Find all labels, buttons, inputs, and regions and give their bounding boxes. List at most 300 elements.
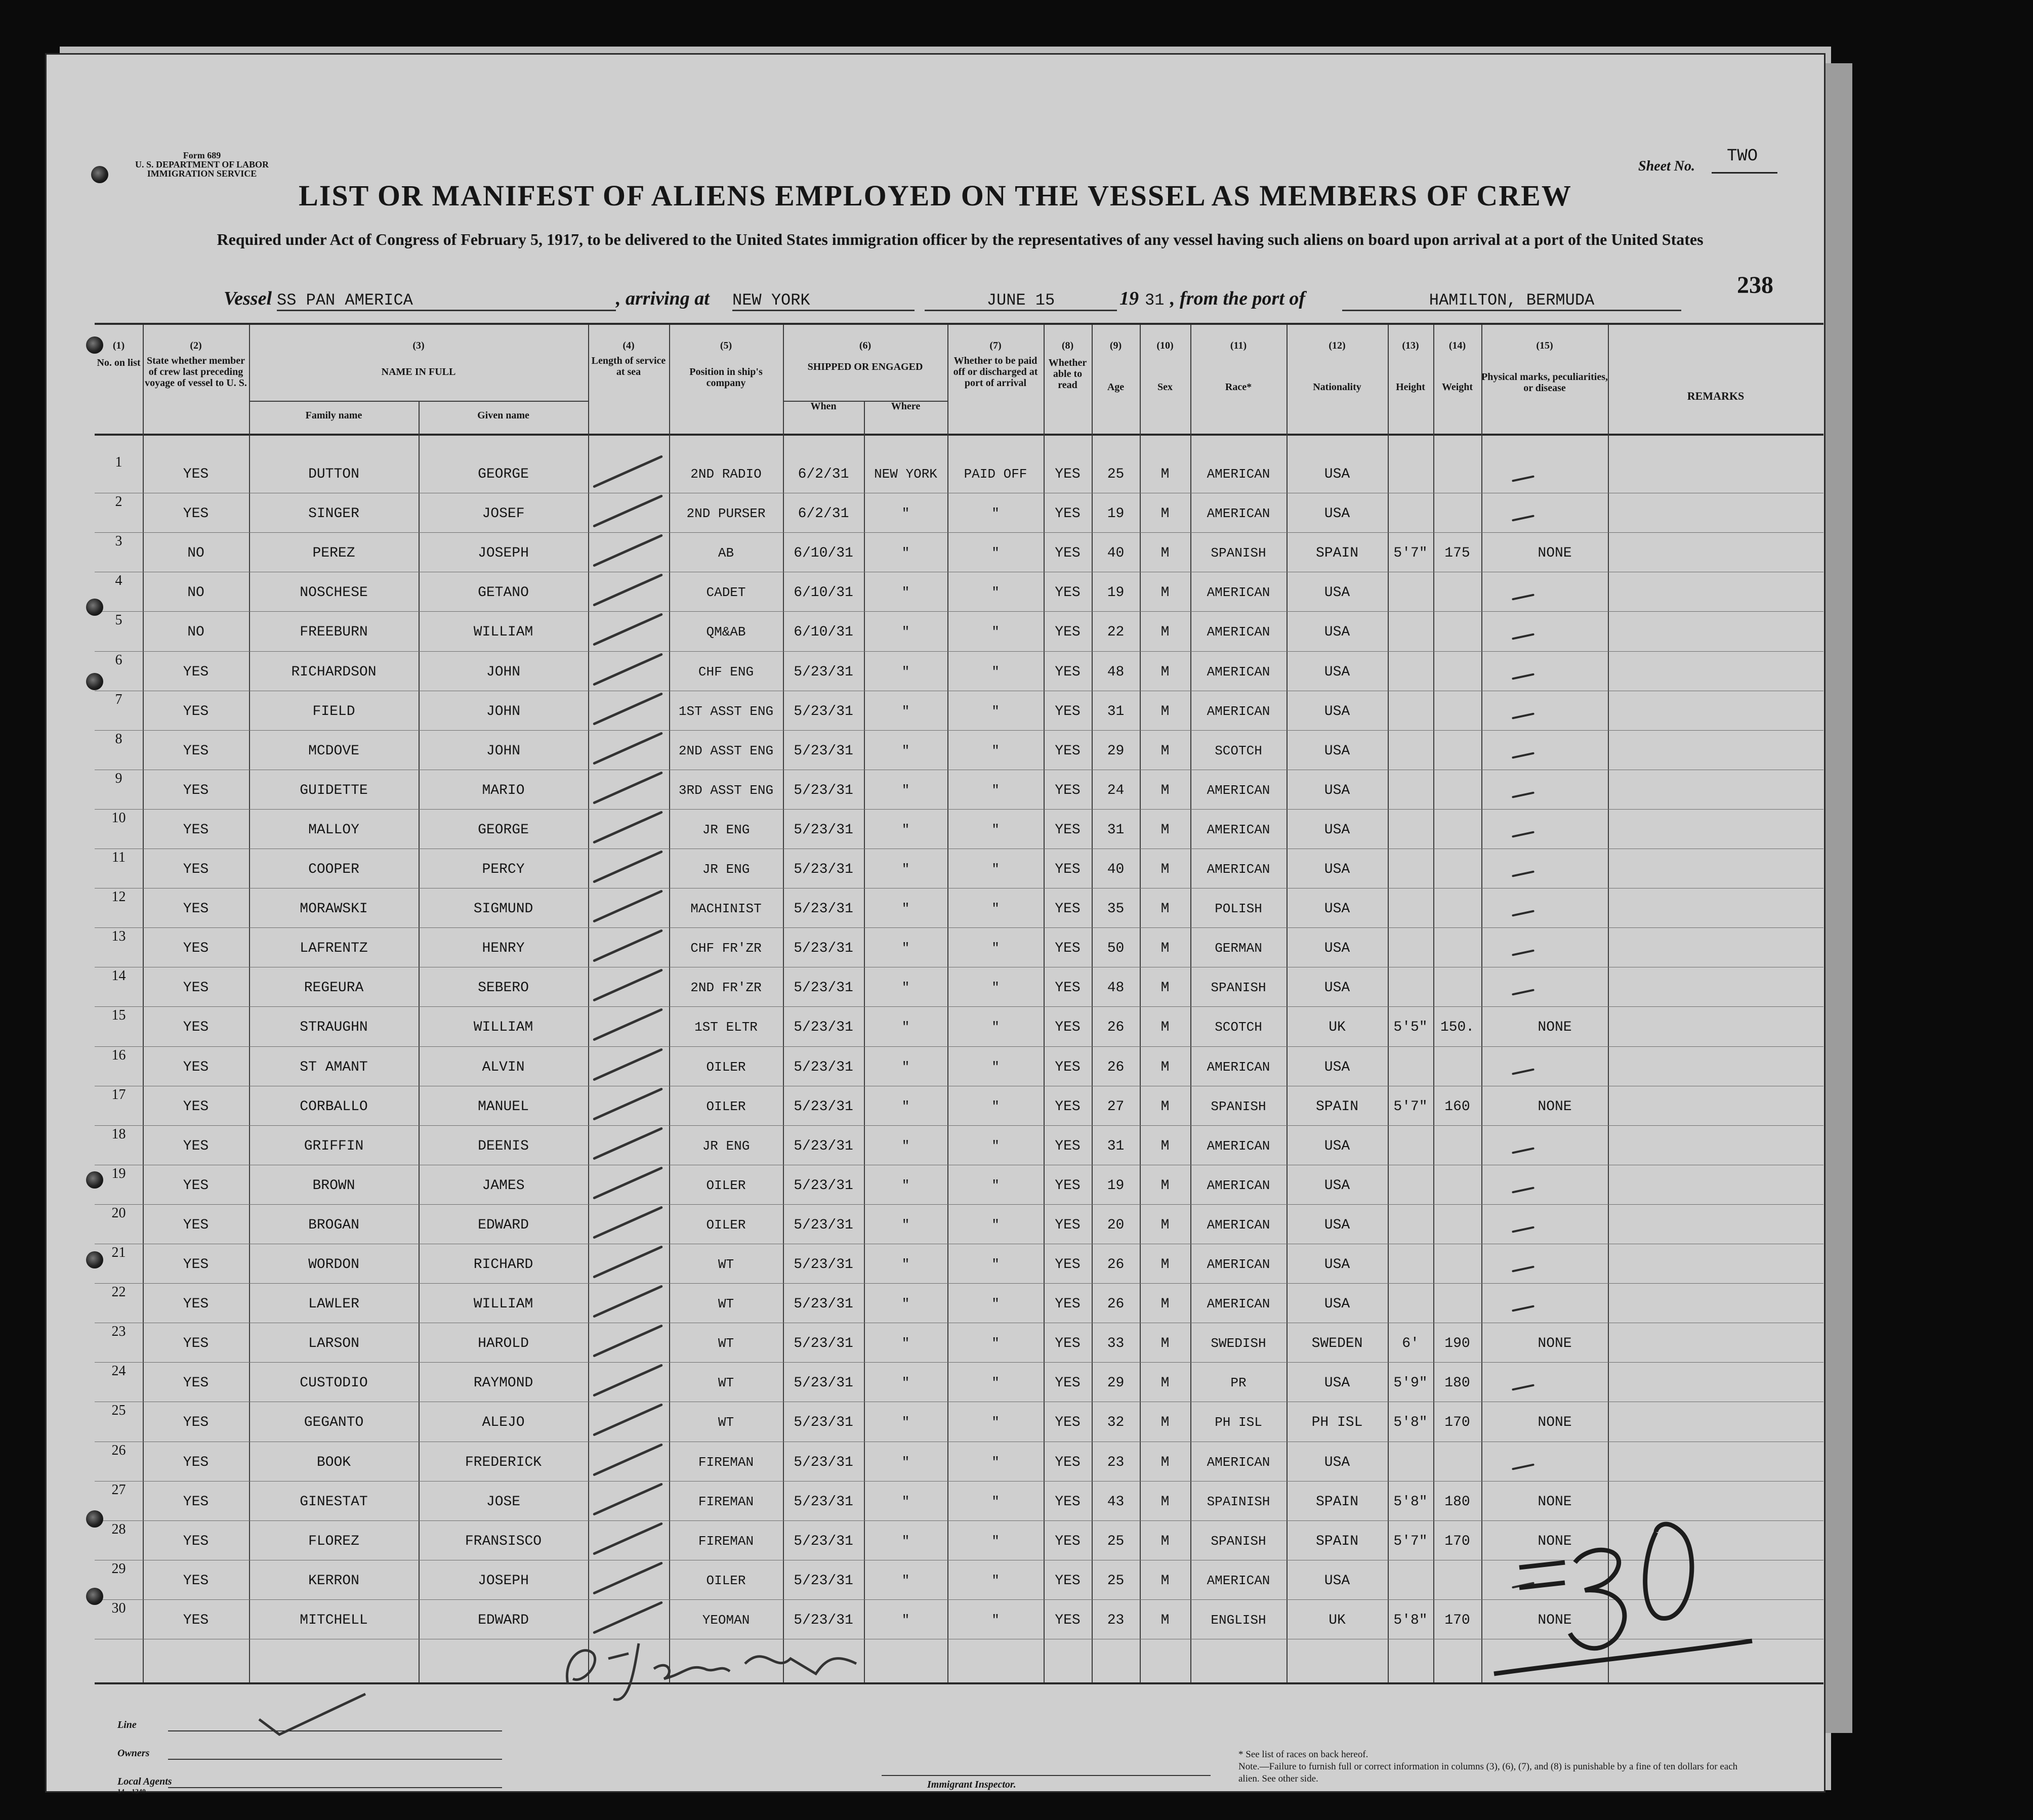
service-length-mark xyxy=(593,1561,663,1595)
column-rule xyxy=(1433,325,1434,1682)
age-cell: 43 xyxy=(1107,1494,1125,1510)
age-cell: 26 xyxy=(1107,1020,1125,1036)
when-cell: 5/23/31 xyxy=(794,901,853,917)
sex-cell: M xyxy=(1160,1612,1170,1628)
where-cell: " xyxy=(901,585,910,601)
row-number: 6 xyxy=(115,652,122,668)
sex-cell: M xyxy=(1160,624,1170,641)
header-divider xyxy=(95,434,1823,436)
height-cell: 5'7" xyxy=(1393,545,1428,562)
weight-cell: 180 xyxy=(1444,1375,1470,1391)
race-cell: POLISH xyxy=(1215,901,1262,917)
service-length-mark xyxy=(593,1048,663,1081)
check-dash-mark xyxy=(1512,1384,1534,1391)
inspector-signature-line xyxy=(882,1775,1211,1776)
sex-cell: M xyxy=(1160,1336,1170,1352)
service-length-mark xyxy=(593,653,663,686)
age-cell: 40 xyxy=(1107,545,1125,562)
paid-off-cell: " xyxy=(991,980,1000,996)
race-cell: AMERICAN xyxy=(1207,822,1270,837)
family-name-cell: WORDON xyxy=(308,1257,359,1273)
position-cell: OILER xyxy=(706,1573,746,1588)
service-length-mark xyxy=(593,1364,663,1398)
family-name-cell: BROGAN xyxy=(308,1217,359,1233)
where-cell: " xyxy=(901,1059,910,1075)
sex-cell: M xyxy=(1160,1415,1170,1431)
table-row xyxy=(95,730,1823,731)
family-name-cell: FLOREZ xyxy=(308,1533,359,1549)
paid-off-cell: " xyxy=(991,1375,1000,1391)
read-cell: YES xyxy=(1055,1612,1081,1628)
column-rule xyxy=(249,325,250,1682)
row-number: 3 xyxy=(115,533,122,549)
check-dash-mark xyxy=(1512,831,1534,837)
paid-off-cell: " xyxy=(991,1296,1000,1312)
family-name-cell: PEREZ xyxy=(312,545,355,562)
position-cell: JR ENG xyxy=(702,822,750,837)
when-cell: 5/23/31 xyxy=(794,1177,853,1194)
family-name-cell: GRIFFIN xyxy=(304,1138,364,1154)
race-cell: AMERICAN xyxy=(1207,1454,1270,1470)
table-row xyxy=(95,1006,1823,1007)
family-name-cell: NOSCHESE xyxy=(300,585,368,601)
check-dash-mark xyxy=(1512,475,1534,482)
column-rule xyxy=(783,325,784,1682)
row-number: 4 xyxy=(115,573,122,589)
check-dash-mark xyxy=(1512,633,1534,640)
where-cell: " xyxy=(901,1257,910,1272)
date-field xyxy=(925,287,1117,311)
position-cell: 1ST ASST ENG xyxy=(678,703,774,719)
paid-off-cell: " xyxy=(991,743,1000,758)
member-cell: YES xyxy=(183,1257,209,1273)
given-name-cell: JOSEPH xyxy=(478,545,529,562)
weight-cell: 190 xyxy=(1444,1336,1470,1352)
where-cell: " xyxy=(901,1612,910,1628)
read-cell: YES xyxy=(1055,1494,1081,1510)
read-cell: YES xyxy=(1055,1415,1081,1431)
read-cell: YES xyxy=(1055,703,1081,719)
weight-cell: 150. xyxy=(1440,1020,1475,1036)
position-cell: 2ND ASST ENG xyxy=(678,743,774,758)
sex-cell: M xyxy=(1160,1177,1170,1194)
family-name-cell: CUSTODIO xyxy=(300,1375,368,1391)
paid-off-cell: " xyxy=(991,822,1000,837)
row-number: 21 xyxy=(111,1245,126,1260)
where-cell: " xyxy=(901,782,910,798)
given-name-cell: JOSEPH xyxy=(478,1573,529,1589)
family-name-cell: LARSON xyxy=(308,1336,359,1352)
check-dash-mark xyxy=(1512,1226,1534,1233)
vessel-value: SS PAN AMERICA xyxy=(277,291,413,310)
table-row xyxy=(95,651,1823,652)
paid-off-cell: " xyxy=(991,1454,1000,1470)
paid-off-cell: " xyxy=(991,585,1000,601)
where-cell: " xyxy=(901,1217,910,1233)
race-cell: AMERICAN xyxy=(1207,1177,1270,1193)
read-cell: YES xyxy=(1055,980,1081,996)
position-cell: JR ENG xyxy=(702,862,750,877)
sex-cell: M xyxy=(1160,822,1170,838)
given-name-cell: ALEJO xyxy=(482,1415,525,1431)
family-name-cell: MORAWSKI xyxy=(300,901,368,917)
paid-off-cell: " xyxy=(991,1612,1000,1628)
when-cell: 5/23/31 xyxy=(794,1375,853,1391)
row-number: 14 xyxy=(111,968,126,984)
sex-cell: M xyxy=(1160,664,1170,680)
height-cell: 5'5" xyxy=(1393,1020,1428,1036)
line-label: Line xyxy=(117,1719,137,1730)
when-cell: 5/23/31 xyxy=(794,980,853,996)
given-name-cell: JAMES xyxy=(482,1177,525,1194)
position-cell: OILER xyxy=(706,1059,746,1075)
position-cell: FIREMAN xyxy=(698,1454,754,1470)
race-cell: AMERICAN xyxy=(1207,862,1270,877)
family-name-cell: LAWLER xyxy=(308,1296,359,1313)
punch-hole xyxy=(91,166,108,183)
position-cell: 2ND PURSER xyxy=(686,506,766,522)
department: U. S. DEPARTMENT OF LABOR xyxy=(135,159,269,170)
race-cell: SPAINISH xyxy=(1207,1494,1270,1509)
member-cell: YES xyxy=(183,1375,209,1391)
service-length-mark xyxy=(593,1443,663,1476)
member-cell: YES xyxy=(183,1336,209,1352)
paid-off-cell: " xyxy=(991,1217,1000,1233)
year-value: 31 xyxy=(1145,291,1165,310)
race-cell: SPANISH xyxy=(1211,980,1266,996)
height-cell: 5'7" xyxy=(1393,1533,1428,1549)
where-cell: " xyxy=(901,901,910,917)
row-number: 29 xyxy=(111,1560,126,1577)
column-rule xyxy=(1140,325,1141,1682)
race-cell: SWEDISH xyxy=(1211,1336,1266,1351)
year-prefix: 19 xyxy=(1119,288,1139,309)
footnote xyxy=(1238,1749,1755,1785)
when-cell: 5/23/31 xyxy=(794,782,853,798)
position-cell: FIREMAN xyxy=(698,1533,754,1549)
read-cell: YES xyxy=(1055,1336,1081,1352)
check-dash-mark xyxy=(1512,1147,1534,1154)
when-cell: 5/23/31 xyxy=(794,1612,853,1628)
date-value: JUNE 15 xyxy=(986,291,1055,310)
service-length-mark xyxy=(593,771,663,805)
punch-hole xyxy=(86,673,103,690)
position-cell: FIREMAN xyxy=(698,1494,754,1509)
family-name-cell: MALLOY xyxy=(308,822,359,838)
service-length-mark xyxy=(593,1404,663,1437)
family-name-cell: SINGER xyxy=(308,506,359,522)
column-rule xyxy=(669,325,670,1682)
member-cell: YES xyxy=(183,703,209,719)
race-cell: AMERICAN xyxy=(1207,467,1270,482)
member-cell: YES xyxy=(183,1098,209,1115)
age-cell: 23 xyxy=(1107,1454,1125,1470)
paid-off-cell: " xyxy=(991,941,1000,956)
member-cell: YES xyxy=(183,467,209,482)
member-cell: YES xyxy=(183,1020,209,1036)
row-number: 7 xyxy=(115,691,122,707)
age-cell: 32 xyxy=(1107,1415,1125,1431)
race-cell: AMERICAN xyxy=(1207,1217,1270,1233)
nationality-cell: USA xyxy=(1324,506,1350,522)
vessel-field xyxy=(277,287,616,311)
given-name-cell: DEENIS xyxy=(478,1138,529,1154)
race-cell: AMERICAN xyxy=(1207,1257,1270,1272)
row-number: 27 xyxy=(111,1482,126,1498)
age-cell: 23 xyxy=(1107,1612,1125,1628)
column-rule xyxy=(1481,325,1482,1682)
from-port-label: , from the port of xyxy=(1170,288,1306,309)
col4-header: (4) Length of service at sea xyxy=(591,340,666,377)
weight-cell: 160 xyxy=(1444,1098,1470,1115)
when-cell: 5/23/31 xyxy=(794,1020,853,1036)
check-dash-mark xyxy=(1512,950,1534,956)
paid-off-cell: " xyxy=(991,1177,1000,1193)
nationality-cell: SPAIN xyxy=(1315,1533,1358,1549)
read-cell: YES xyxy=(1055,941,1081,957)
row-number: 25 xyxy=(111,1403,126,1419)
where-cell: " xyxy=(901,1177,910,1193)
sex-cell: M xyxy=(1160,980,1170,996)
check-dash-mark xyxy=(1512,791,1534,798)
when-cell: 5/23/31 xyxy=(794,822,853,838)
read-cell: YES xyxy=(1055,1375,1081,1391)
sex-cell: M xyxy=(1160,1257,1170,1273)
position-cell: WT xyxy=(718,1296,734,1312)
given-name-cell: HAROLD xyxy=(478,1336,529,1352)
position-cell: 1ST ELTR xyxy=(694,1020,758,1035)
family-name-cell: COOPER xyxy=(308,862,359,877)
vessel-label: Vessel xyxy=(224,288,272,309)
age-cell: 35 xyxy=(1107,901,1125,917)
read-cell: YES xyxy=(1055,782,1081,798)
position-cell: 3RD ASST ENG xyxy=(678,782,774,798)
physical-cell: NONE xyxy=(1538,1098,1572,1115)
sheet-label: Sheet No. xyxy=(1638,158,1695,174)
given-name-cell: SIGMUND xyxy=(473,901,533,917)
read-cell: YES xyxy=(1055,1138,1081,1154)
family-name-cell: DUTTON xyxy=(308,467,359,482)
member-cell: YES xyxy=(183,1454,209,1470)
column-rule xyxy=(1287,325,1288,1682)
column-rule xyxy=(1092,325,1093,1682)
sex-cell: M xyxy=(1160,1217,1170,1233)
col1-header: (1) No. on list xyxy=(97,340,141,368)
where-cell: " xyxy=(901,624,910,640)
race-cell: AMERICAN xyxy=(1207,624,1270,640)
column-rule xyxy=(588,325,589,1682)
col12-header: (12) Nationality xyxy=(1313,340,1361,393)
race-cell: AMERICAN xyxy=(1207,506,1270,522)
nationality-cell: USA xyxy=(1324,901,1350,917)
service-length-mark xyxy=(593,1087,663,1121)
position-cell: CHF ENG xyxy=(698,664,754,680)
physical-cell: NONE xyxy=(1538,1612,1572,1628)
sex-cell: M xyxy=(1160,467,1170,482)
where-cell: " xyxy=(901,941,910,956)
when-cell: 5/23/31 xyxy=(794,1138,853,1154)
race-cell: SPANISH xyxy=(1211,545,1266,561)
where-cell: " xyxy=(901,1454,910,1470)
row-number: 13 xyxy=(111,928,126,945)
position-cell: CHF FR'ZR xyxy=(690,941,762,956)
nationality-cell: USA xyxy=(1324,1573,1350,1589)
owners-checkmark xyxy=(249,1684,381,1745)
row-number: 9 xyxy=(115,770,122,786)
col8-header: (8) Whether able to read xyxy=(1048,340,1087,391)
row-number: 16 xyxy=(111,1047,126,1063)
row-number: 23 xyxy=(111,1324,126,1340)
family-name-cell: STRAUGHN xyxy=(300,1020,368,1036)
age-cell: 24 xyxy=(1107,782,1125,798)
nationality-cell: USA xyxy=(1324,664,1350,680)
punch-hole xyxy=(86,1588,103,1605)
local-agents-label: Local Agents xyxy=(117,1776,172,1787)
age-cell: 22 xyxy=(1107,624,1125,641)
age-cell: 20 xyxy=(1107,1217,1125,1233)
family-name-cell: GINESTAT xyxy=(300,1494,368,1510)
age-cell: 29 xyxy=(1107,1375,1125,1391)
service-length-mark xyxy=(593,692,663,726)
position-cell: OILER xyxy=(706,1217,746,1233)
member-cell: YES xyxy=(183,1217,209,1233)
age-cell: 48 xyxy=(1107,980,1125,996)
race-cell: AMERICAN xyxy=(1207,1573,1270,1588)
given-name-cell: JOSE xyxy=(486,1494,521,1510)
member-cell: YES xyxy=(183,1296,209,1313)
owners-field xyxy=(168,1759,502,1760)
given-name-cell: GETANO xyxy=(478,585,529,601)
family-name-cell: GEGANTO xyxy=(304,1415,364,1431)
member-cell: YES xyxy=(183,822,209,838)
race-cell: AMERICAN xyxy=(1207,1296,1270,1312)
service-length-mark xyxy=(593,1483,663,1516)
row-number: 26 xyxy=(111,1442,126,1458)
page-title: LIST OR MANIFEST OF ALIENS EMPLOYED ON THE VESSEL AS MEMBERS OF CREW xyxy=(299,179,1572,212)
height-cell: 5'7" xyxy=(1393,1098,1428,1115)
where-cell: " xyxy=(901,822,910,837)
member-cell: YES xyxy=(183,941,209,957)
table-row xyxy=(95,1362,1823,1363)
check-dash-mark xyxy=(1512,712,1534,719)
service-length-mark xyxy=(593,1245,663,1279)
nationality-cell: USA xyxy=(1324,1177,1350,1194)
weight-cell: 170 xyxy=(1444,1415,1470,1431)
given-name-cell: JOHN xyxy=(486,743,521,759)
nationality-cell: UK xyxy=(1329,1612,1346,1628)
nationality-cell: SPAIN xyxy=(1315,1494,1358,1510)
row-number: 30 xyxy=(111,1600,126,1616)
read-cell: YES xyxy=(1055,1454,1081,1470)
family-name-cell: KERRON xyxy=(308,1573,359,1589)
where-cell: " xyxy=(901,1573,910,1588)
table-row xyxy=(95,1204,1823,1205)
remarks-header: REMARKS xyxy=(1687,390,1745,402)
race-cell: SCOTCH xyxy=(1215,1020,1262,1035)
row-number: 15 xyxy=(111,1007,126,1024)
form-code: 14—1240 xyxy=(117,1788,146,1796)
punch-hole xyxy=(86,599,103,616)
service-length-mark xyxy=(593,1522,663,1555)
weight-cell: 170 xyxy=(1444,1612,1470,1628)
given-name-cell: GEORGE xyxy=(478,822,529,838)
service-length-mark xyxy=(593,1206,663,1239)
paid-off-cell: " xyxy=(991,1257,1000,1272)
col6-header: (6) SHIPPED OR ENGAGED xyxy=(807,340,923,372)
member-cell: YES xyxy=(183,862,209,877)
when-cell: 5/23/31 xyxy=(794,1415,853,1431)
nationality-cell: SPAIN xyxy=(1315,1098,1358,1115)
paid-off-cell: " xyxy=(991,506,1000,522)
race-cell: AMERICAN xyxy=(1207,1059,1270,1075)
paid-off-cell: " xyxy=(991,1533,1000,1549)
read-cell: YES xyxy=(1055,545,1081,562)
nationality-cell: USA xyxy=(1324,1296,1350,1313)
total-count xyxy=(1621,1552,1625,1557)
read-cell: YES xyxy=(1055,1020,1081,1036)
read-cell: YES xyxy=(1055,1296,1081,1313)
column-rule xyxy=(1388,325,1389,1682)
member-cell: YES xyxy=(183,1415,209,1431)
paid-off-cell: " xyxy=(991,862,1000,877)
manifest-sheet xyxy=(47,55,1824,1796)
height-cell: 5'8" xyxy=(1393,1415,1428,1431)
check-dash-mark xyxy=(1512,989,1534,996)
member-cell: YES xyxy=(183,1612,209,1628)
where-cell: " xyxy=(901,862,910,877)
when-cell: 6/10/31 xyxy=(794,545,853,562)
column-rule xyxy=(143,325,144,1682)
paid-off-cell: " xyxy=(991,1059,1000,1075)
port-field xyxy=(1342,287,1681,311)
subheader-rule xyxy=(783,401,947,402)
age-cell: 29 xyxy=(1107,743,1125,759)
where-cell: " xyxy=(901,1375,910,1391)
position-cell: OILER xyxy=(706,1098,746,1114)
family-name-cell: BOOK xyxy=(316,1454,351,1470)
member-cell: YES xyxy=(183,782,209,798)
table-row xyxy=(95,927,1823,928)
age-cell: 25 xyxy=(1107,467,1125,482)
position-cell: AB xyxy=(718,545,734,561)
member-cell: NO xyxy=(187,585,204,601)
when-cell: 5/23/31 xyxy=(794,1217,853,1233)
sheet-value: TWO xyxy=(1727,147,1758,166)
paid-off-cell: " xyxy=(991,545,1000,561)
read-cell: YES xyxy=(1055,901,1081,917)
when-cell: 5/23/31 xyxy=(794,862,853,877)
where-header: Where xyxy=(891,401,921,412)
position-cell: WT xyxy=(718,1336,734,1351)
weight-cell: 180 xyxy=(1444,1494,1470,1510)
where-cell: " xyxy=(901,1336,910,1351)
table-row xyxy=(95,809,1823,810)
race-cell: GERMAN xyxy=(1215,941,1262,956)
table-row xyxy=(95,532,1823,533)
physical-cell: NONE xyxy=(1538,1336,1572,1352)
row-number: 2 xyxy=(115,494,122,510)
paid-off-cell: " xyxy=(991,1020,1000,1035)
nationality-cell: USA xyxy=(1324,585,1350,601)
given-name-cell: MANUEL xyxy=(478,1098,529,1115)
member-cell: YES xyxy=(183,1177,209,1194)
row-number: 17 xyxy=(111,1086,126,1103)
owners-label: Owners xyxy=(117,1748,150,1759)
sex-cell: M xyxy=(1160,1494,1170,1510)
form-header xyxy=(135,151,269,178)
family-name-cell: RICHARDSON xyxy=(291,664,377,680)
when-cell: 5/23/31 xyxy=(794,1494,853,1510)
